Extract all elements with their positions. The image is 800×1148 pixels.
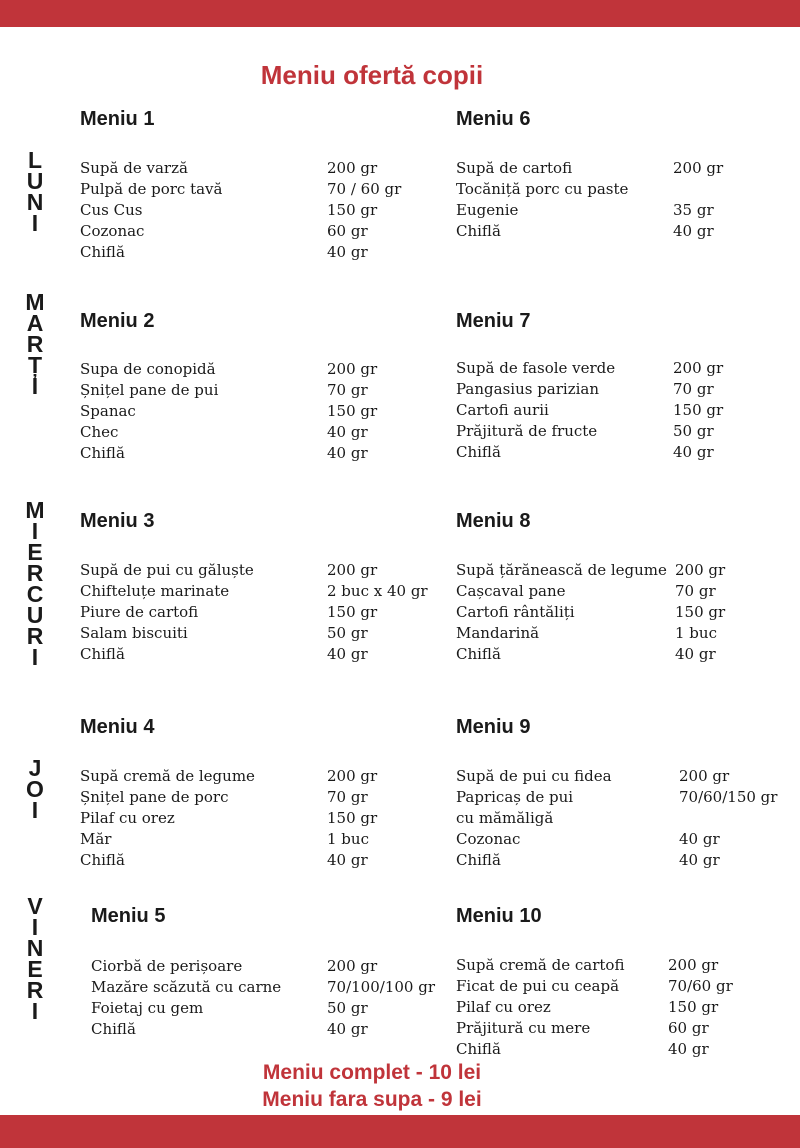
menu-item-row [456,623,796,644]
day-letter: R [26,623,44,649]
day-letter: I [31,518,39,544]
menu-item-row [80,242,796,263]
menu-item-quantity: 60 gr [327,222,368,240]
day-letter: C [26,581,44,607]
menu-item-row [456,766,796,787]
menu-item-quantity: 200 gr [327,767,378,785]
menu-item-name: Cozonac [80,222,145,240]
day-letter: I [31,210,39,236]
menu-item-quantity: 40 gr [679,830,720,848]
menu-item-quantity: 40 gr [673,443,714,461]
menu-heading: Meniu 6 [456,108,531,130]
menu-item-name: Ciorbă de perișoare [91,957,243,975]
menu-item-name: Cașcaval pane [456,582,566,600]
day-letter: I [31,373,39,399]
menu-item-quantity: 150 gr [327,402,378,420]
day-letter: I [31,914,39,940]
bottom-banner [0,1115,800,1148]
menu-item-name: Chiflă [80,444,125,462]
menu-item-name: Pangasius parizian [456,380,600,398]
menu-item-name: Cus Cus [80,201,143,219]
menu-item-name: Șnițel pane de pui [80,381,219,399]
menu-item-name: Spanac [80,402,136,420]
menu-item-quantity: 70/60 gr [668,977,733,995]
day-letter: N [26,935,44,961]
menu-item-quantity: 200 gr [673,359,724,377]
page-title: Meniu ofertă copii [260,60,484,90]
menu-heading: Meniu 9 [456,716,531,738]
menu-item-name: Chifteluțe marinate [80,582,230,600]
menu-item-name: Prăjitură de fructe [456,422,598,440]
menu-item-quantity: 200 gr [675,561,726,579]
menu-item-name: Salam biscuiti [80,624,188,642]
menu-item-quantity: 150 gr [327,201,378,219]
menu-item-row [456,808,796,829]
menu-item-name: Mandarină [456,624,540,642]
menu-item-name: Măr [80,830,112,848]
menu-item-name: Chec [80,423,119,441]
day-letter: L [27,147,43,173]
menu-heading: Meniu 3 [80,510,155,532]
menu-heading: Meniu 8 [456,510,531,532]
menu-item-quantity: 70/60/150 gr [679,788,778,806]
day-letter: I [31,797,39,823]
menu-item-quantity: 40 gr [673,222,714,240]
day-letter: E [27,539,43,565]
menu-item-name: Șnițel pane de porc [80,788,229,806]
menu-item-row [456,158,796,179]
menu-heading: Meniu 1 [80,108,155,130]
day-letter: N [26,189,44,215]
menu-item-quantity: 200 gr [327,360,378,378]
menu-item-name: Cozonac [456,830,521,848]
menu-item-quantity: 70 gr [675,582,716,600]
menu-item-name: Chiflă [80,243,125,261]
menu-item-name: Supă cremă de legume [80,767,255,785]
menu-item-name: Chiflă [456,645,501,663]
menu-item-name: Supa de conopidă [80,360,216,378]
menu-item-name: Cartofi rântăliți [456,603,575,621]
menu-item-quantity: 50 gr [327,999,368,1017]
menu-item-quantity: 40 gr [327,645,368,663]
menu-item-name: Supă țărănească de legume [456,561,667,579]
menu-heading: Meniu 10 [456,905,542,927]
day-letter: J [28,755,42,781]
menu-item-name: Foietaj cu gem [91,999,204,1017]
menu-heading: Meniu 5 [91,905,166,927]
menu-item-quantity: 40 gr [679,851,720,869]
menu-item-row [456,1039,796,1060]
menu-item-quantity: 200 gr [679,767,730,785]
menu-item-name: Chiflă [456,222,501,240]
day-letter: E [27,956,43,982]
menu-item-name: Chiflă [456,1040,501,1058]
day-letter: I [31,998,39,1024]
menu-item-quantity: 200 gr [327,159,378,177]
menu-item-name: Prăjitură cu mere [456,1019,591,1037]
menu-item-row [456,200,796,221]
day-letter: A [26,310,44,336]
menu-item-quantity: 150 gr [673,401,724,419]
day-letter: R [26,977,44,1003]
menu-item-quantity: 200 gr [327,957,378,975]
day-label-vineri [22,893,48,1024]
menu-item-name: Supă de pui cu fidea [456,767,612,785]
day-label-joi [22,755,48,823]
menu-item-row [456,442,796,463]
menu-item-name: Supă cremă de cartofi [456,956,625,974]
day-label-luni [22,147,48,236]
menu-item-row [456,358,796,379]
menu-item-row [456,602,796,623]
day-letter: R [26,560,44,586]
menu-item-row [456,787,796,808]
menu-item-quantity: 40 gr [327,423,368,441]
menu-item-row [456,1018,796,1039]
menu-item-quantity: 150 gr [675,603,726,621]
menu-item-row [456,400,796,421]
menu-item-name: Mazăre scăzută cu carne [91,978,282,996]
menu-item-name: Piure de cartofi [80,603,199,621]
menu-item-quantity: 150 gr [327,809,378,827]
menu-item-row [456,955,796,976]
menu-item-quantity: 150 gr [327,603,378,621]
menu-item-row [456,221,796,242]
menu-item-row [456,829,796,850]
day-letter: M [25,497,45,523]
menu-item-quantity: 70 / 60 gr [327,180,402,198]
day-letter: M [25,289,45,315]
menu-item-quantity: 40 gr [327,1020,368,1038]
day-letter: Ț [27,352,43,378]
price-no-soup: Meniu fara supa - 9 lei [262,1088,482,1111]
menu-item-quantity: 1 buc [675,624,717,642]
day-letter: U [26,168,44,194]
menu-heading: Meniu 2 [80,310,155,332]
menu-item-name: Chiflă [80,645,125,663]
menu-item-name: Supă de varză [80,159,188,177]
menu-item-name: Pilaf cu orez [80,809,175,827]
day-letter: V [27,893,43,919]
menu-item-row [456,560,796,581]
menu-item-name: Chiflă [456,851,501,869]
price-complete: Meniu complet - 10 lei [262,1061,482,1084]
menu-item-name: Ficat de pui cu ceapă [456,977,620,995]
day-letter: U [26,602,44,628]
menu-item-name: Pilaf cu orez [456,998,551,1016]
menu-item-row [456,976,796,997]
menu-item-quantity: 35 gr [673,201,714,219]
menu-item-name: Chiflă [80,851,125,869]
top-banner [0,0,800,27]
menu-item-row [456,179,796,200]
menu-item-quantity: 70 gr [673,380,714,398]
day-letter: R [26,331,44,357]
menu-item-quantity: 50 gr [327,624,368,642]
day-letter: I [31,644,39,670]
menu-item-name: Papricaș de pui [456,788,574,806]
menu-item-name: cu mămăligă [456,809,554,827]
menu-item-quantity: 40 gr [327,851,368,869]
menu-item-row [456,421,796,442]
menu-item-name: Supă de fasole verde [456,359,616,377]
menu-item-quantity: 70/100/100 gr [327,978,435,996]
menu-item-name: Chiflă [456,443,501,461]
menu-item-quantity: 50 gr [673,422,714,440]
menu-item-quantity: 70 gr [327,788,368,806]
menu-item-quantity: 200 gr [327,561,378,579]
menu-item-row [456,581,796,602]
menu-item-name: Tocăniță porc cu paste [456,180,629,198]
menu-item-name: Pulpă de porc tavă [80,180,223,198]
menu-item-quantity: 60 gr [668,1019,709,1037]
menu-item-name: Supă de cartofi [456,159,573,177]
menu-item-row [456,997,796,1018]
menu-item-quantity: 70 gr [327,381,368,399]
day-letter: O [26,776,44,802]
menu-item-quantity: 40 gr [675,645,716,663]
menu-item-row [456,644,796,665]
menu-item-quantity: 40 gr [327,444,368,462]
menu-item-quantity: 1 buc [327,830,369,848]
menu-item-name: Eugenie [456,201,519,219]
menu-item-name: Cartofi aurii [456,401,549,419]
day-label-marți [22,289,48,399]
menu-item-quantity: 150 gr [668,998,719,1016]
menu-item-name: Supă de pui cu găluște [80,561,254,579]
day-label-miercuri [22,497,48,670]
menu-heading: Meniu 4 [80,716,155,738]
menu-item-row [456,379,796,400]
menu-item-row [456,850,796,871]
menu-item-quantity: 40 gr [327,243,368,261]
menu-item-quantity: 200 gr [668,956,719,974]
menu-item-quantity: 200 gr [673,159,724,177]
menu-item-quantity: 2 buc x 40 gr [327,582,428,600]
menu-item-quantity: 40 gr [668,1040,709,1058]
menu-heading: Meniu 7 [456,310,531,332]
menu-item-name: Chiflă [91,1020,136,1038]
